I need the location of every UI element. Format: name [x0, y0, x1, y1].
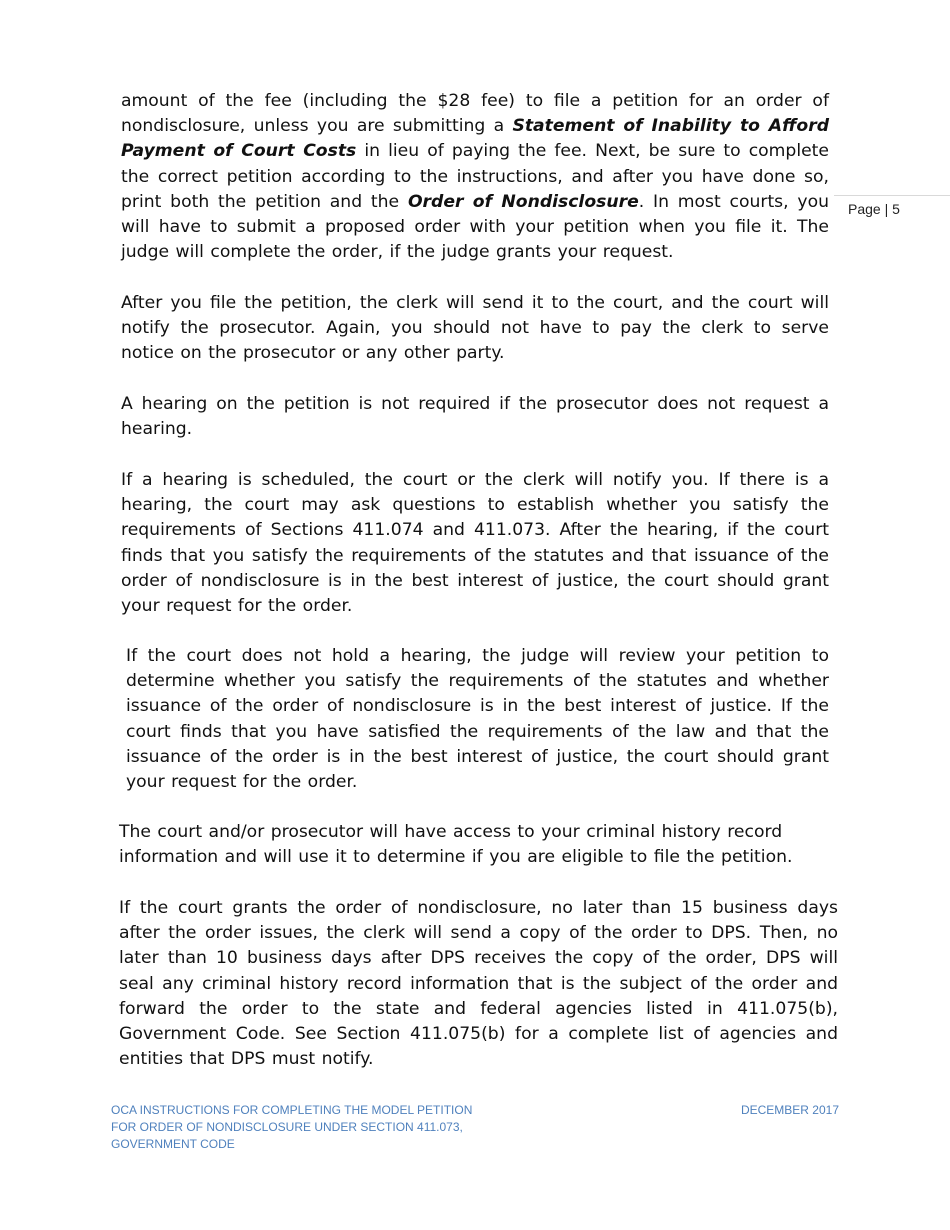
- paragraph-record-access: The court and/or prosecutor will have access to your criminal history record information and will use it to determine if you are eligible to file the petition.: [119, 822, 793, 868]
- page-number: Page | 5: [848, 201, 900, 217]
- footer-date: DECEMBER 2017: [740, 1103, 839, 1117]
- paragraph-no-hearing: If the court does not hold a hearing, the judge will review your petition to determine whether you satisfy the requirements of the statutes and whether issuance of the order of nondisclosure is in the best interest of justice. If the court finds that you have satisfied the requirements of the law and that the issuance of the order is in the best interest of justice, the court should grant your request for the order.: [126, 646, 829, 793]
- paragraph-text: in lieu of paying the fee. Next, be sure to complete the correct petition according to the instructions, and after you have done so, print both the petition and the: [121, 141, 829, 212]
- footer-line: OCA INSTRUCTIONS FOR COMPLETING THE MODEL PETITION: [111, 1103, 473, 1117]
- paragraph-fee-and-petition: [121, 89, 829, 265]
- paragraph-hearing-scheduled: If a hearing is scheduled, the court or the clerk will notify you. If there is a hearing, the court may ask questions to establish whether you satisfy the requirements of Sections 411.074 and 411.073. After the hearing, if the court finds that you satisfy the requirements of the statutes and that issuance of the order of nondisclosure is in the best interest of justice, the court should grant your request for the order.: [121, 470, 829, 617]
- paragraph-text: amount of the fee (including the $28 fee) to file a petition for an order of nondisclosure, unless you are submitting a: [121, 91, 829, 137]
- paragraph-text: . In most courts, you will have to submit a proposed order with your petition when you file it. The judge will complete the order, if the judge grants your request.: [121, 191, 829, 263]
- footer-line: GOVERNMENT CODE: [111, 1137, 235, 1151]
- page-number-tab: [834, 195, 950, 222]
- order-of-nondisclosure-title: Order of Nondisclosure: [407, 191, 639, 212]
- footer-line: FOR ORDER OF NONDISCLOSURE UNDER SECTION 411.073,: [111, 1120, 463, 1134]
- paragraph-order-granted: If the court grants the order of nondisclosure, no later than 15 business days after the order issues, the clerk will send a copy of the order to DPS. Then, no later than 10 business days after DPS receives the copy of the order, DPS will seal any criminal history record information that is the subject of the order and forward the order to the state and federal agencies listed in 411.075(b), Government Code. See Section 411.075(b) for a complete list of agencies and entities that DPS must notify.: [119, 898, 838, 1070]
- footer-document-title: [111, 1102, 511, 1153]
- paragraph-after-filing: After you file the petition, the clerk will send it to the court, and the court will notify the prosecutor. Again, you should not have to pay the clerk to serve notice on the prosecutor or any other party.: [121, 293, 829, 364]
- paragraph-hearing-not-required: A hearing on the petition is not required if the prosecutor does not request a hearing.: [121, 394, 829, 440]
- statement-of-inability-title: Statement of Inability to Afford Payment of Court Costs: [121, 116, 829, 162]
